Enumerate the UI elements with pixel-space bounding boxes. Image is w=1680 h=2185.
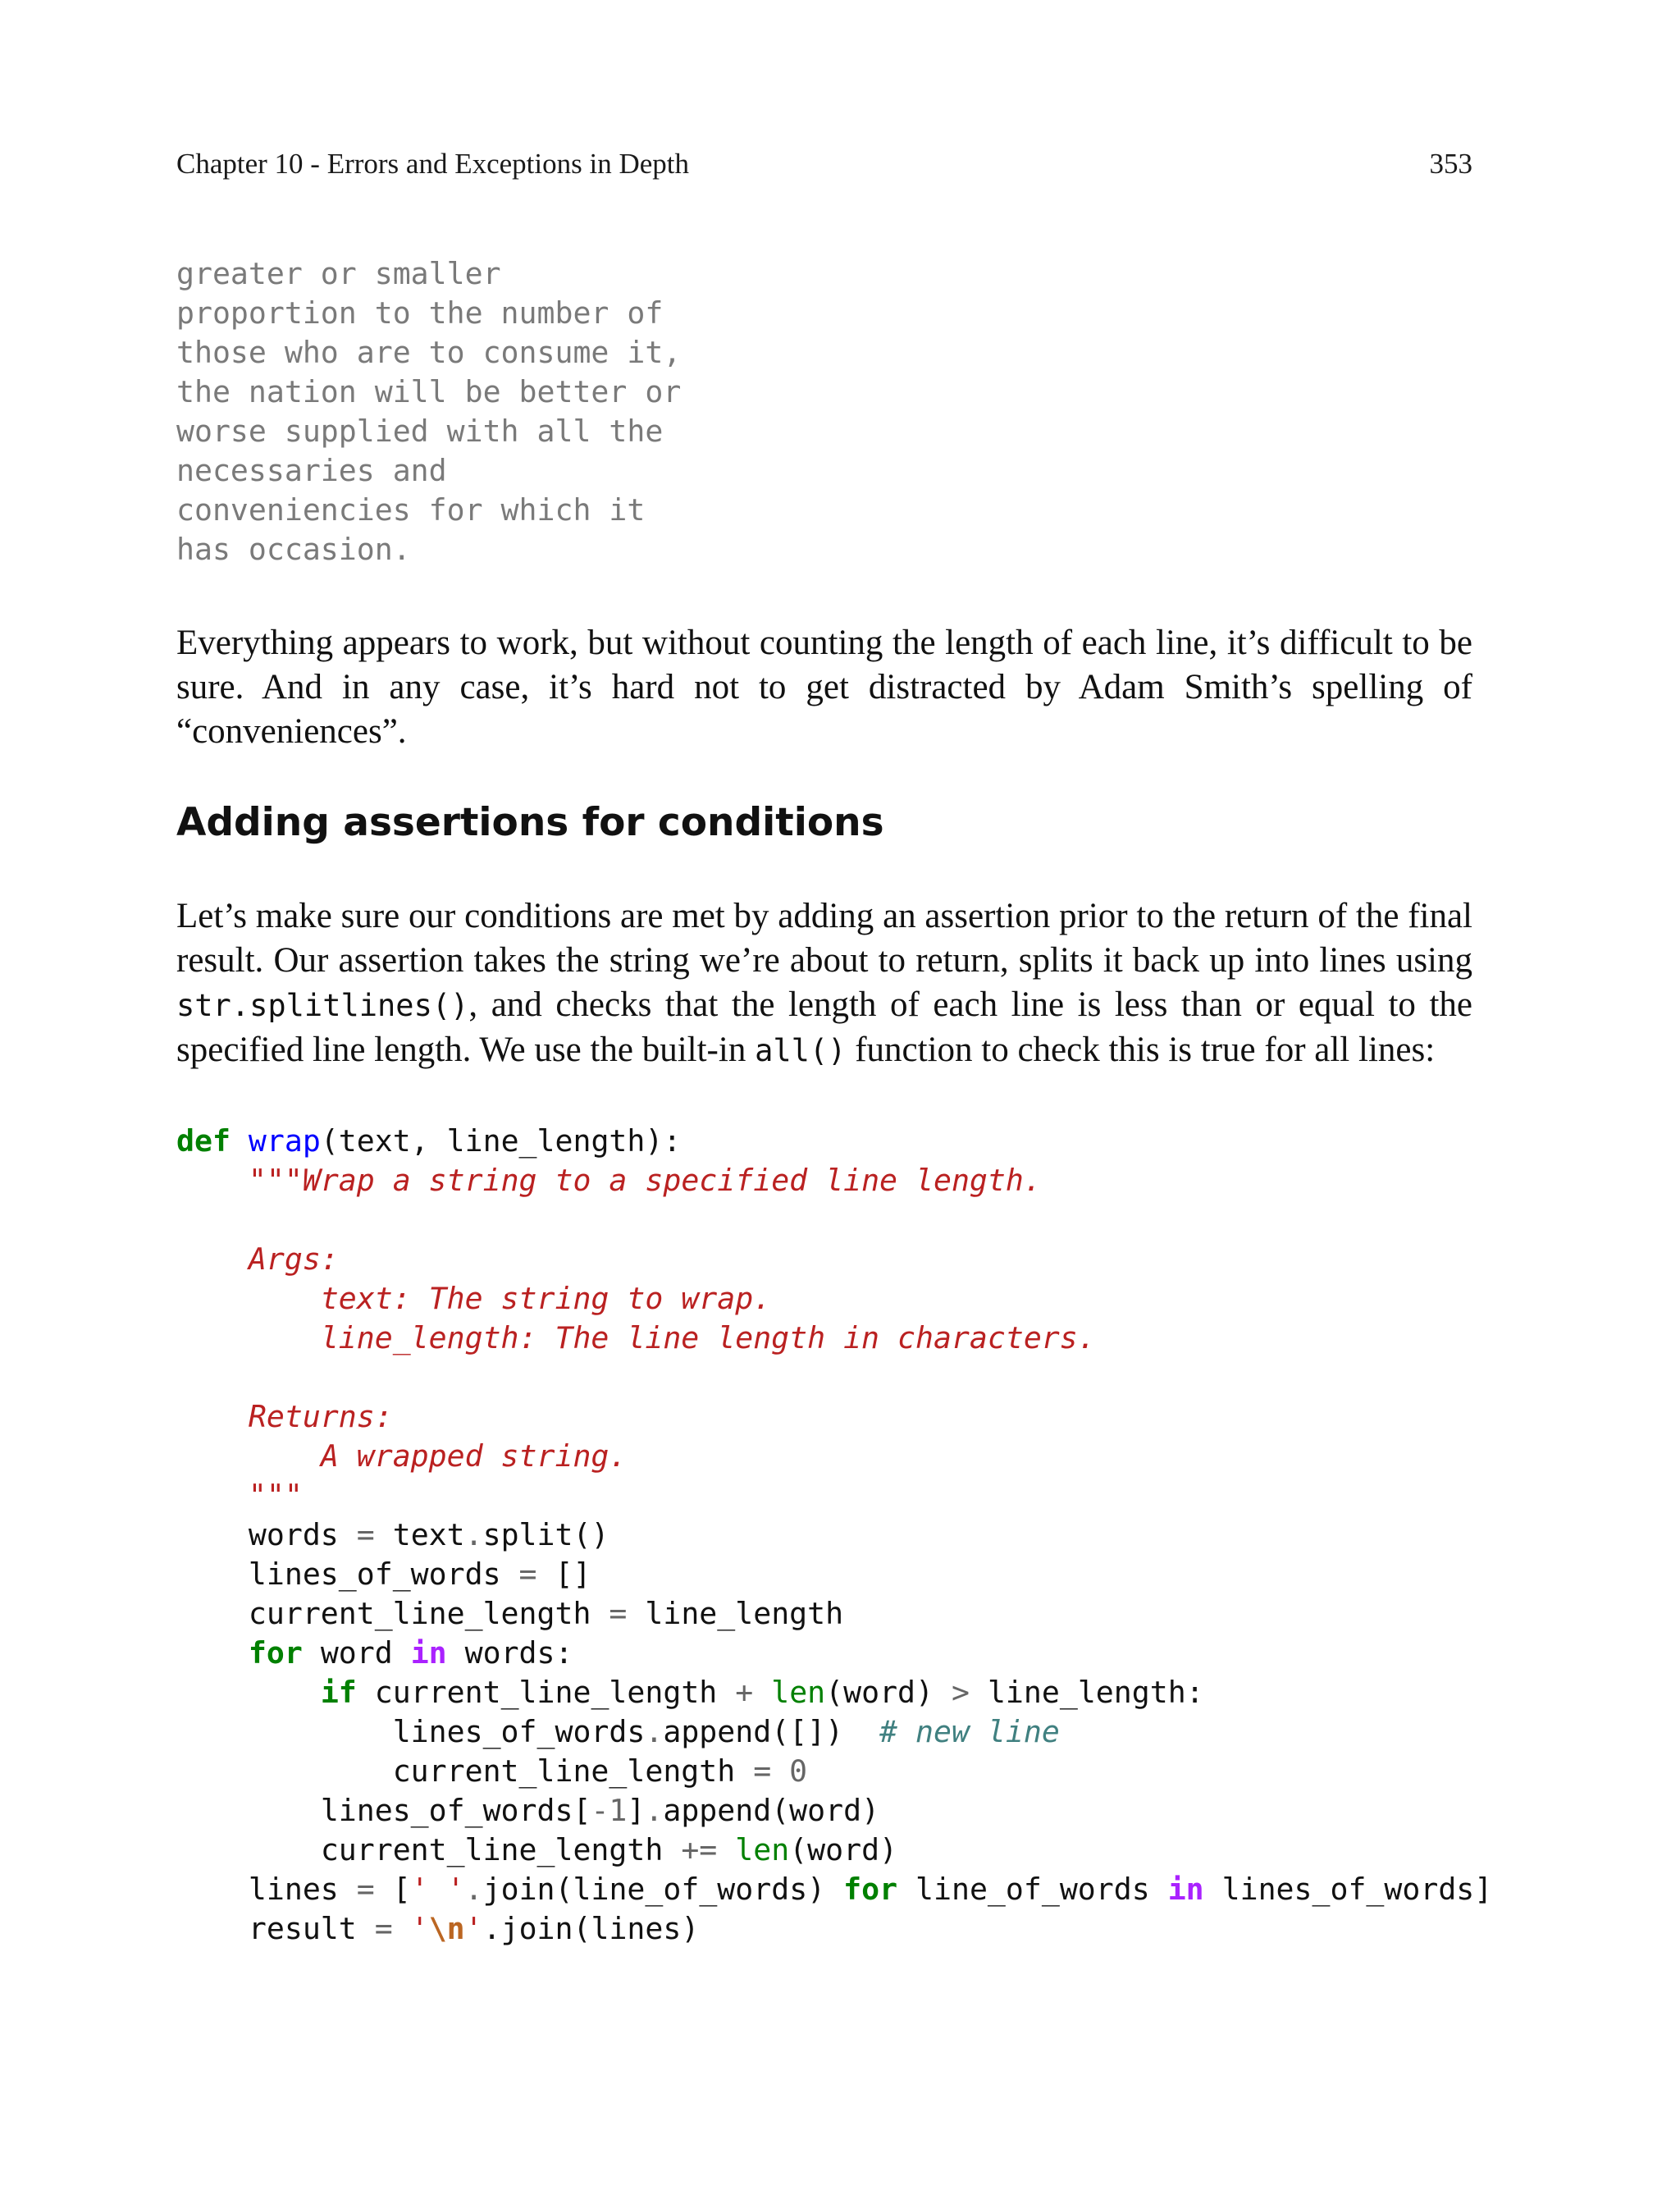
chapter-title: Chapter 10 - Errors and Exceptions in Depth [176, 148, 689, 180]
body-paragraph [176, 894, 1472, 1073]
code-keyword: in [410, 1635, 447, 1671]
code-keyword: in [1167, 1872, 1204, 1907]
program-output [176, 254, 681, 569]
paragraph-text: function to check this is true for all lines: [846, 1031, 1436, 1069]
code-string: ' ' [410, 1872, 465, 1907]
code-keyword: for [843, 1872, 898, 1907]
code-string: '\n' [410, 1911, 483, 1946]
code-keyword: if [320, 1675, 357, 1710]
output-line: greater or smaller [176, 256, 501, 291]
code-function-name: wrap [248, 1123, 321, 1159]
output-line: worse supplied with all the [176, 414, 664, 449]
page-number: 353 [1429, 148, 1472, 180]
paragraph-text: Let’s make sure our conditions are met by adding an assertion prior to the return of the final result. Our assertion takes the string we’re about to return, splits it back up into lines using [176, 897, 1472, 980]
code-listing: def wrap(text, line_length): """Wrap a string to a specified line length. Args: text: The string to wrap. line_length: The line length in characters. Returns: A wrapped string. """ words = text.split() lines_of_words = [] current_line_length = line_length for word in words: if current_line_length + len(word) > line_length: lines_of_words.append([]) # new line current_line_length = 0 lines_of_words[-1].append(word) current_line_length += len(word) lines = [' '.join(line_of_words) for line_of_words in lines_of_words] result = '\n'.join(lines) [176, 1123, 1493, 1946]
code-text: words [248, 1517, 357, 1552]
output-line: necessaries and [176, 453, 447, 488]
code-builtin: len [735, 1832, 790, 1867]
output-line: proportion to the number of [176, 295, 664, 331]
inline-code: str.splitlines() [176, 988, 469, 1023]
body-paragraph: Everything appears to work, but without counting the length of each line, it’s difficult to be sure. And in any case, it’s hard not to get distracted by Adam Smith’s spelling of “conveniences”. [176, 624, 1472, 751]
paragraph-text: , and checks that the length of each line is less than or equal to the specified line length. We use the built-in [176, 985, 1472, 1069]
inline-code: all() [755, 1033, 847, 1068]
code-text: (text, line_length): [320, 1123, 682, 1159]
code-text: current_line_length [248, 1596, 609, 1631]
output-line: has occasion. [176, 532, 411, 567]
section-heading: Adding assertions for conditions [176, 800, 884, 845]
code-text: lines_of_words [248, 1556, 519, 1592]
output-line: conveniencies for which it [176, 492, 646, 528]
output-line: those who are to consume it, [176, 335, 682, 370]
code-builtin: len [771, 1675, 826, 1710]
output-line: the nation will be better or [176, 374, 682, 409]
code-comment: # new line [879, 1714, 1060, 1749]
code-docstring: """Wrap a string to a specified line length. Args: text: The string to wrap. line_length: The line length in characters. Returns: A wrapped string. """ [248, 1163, 1096, 1513]
running-header [176, 148, 1472, 185]
code-keyword: for [248, 1635, 303, 1671]
code-keyword: def [176, 1123, 231, 1159]
